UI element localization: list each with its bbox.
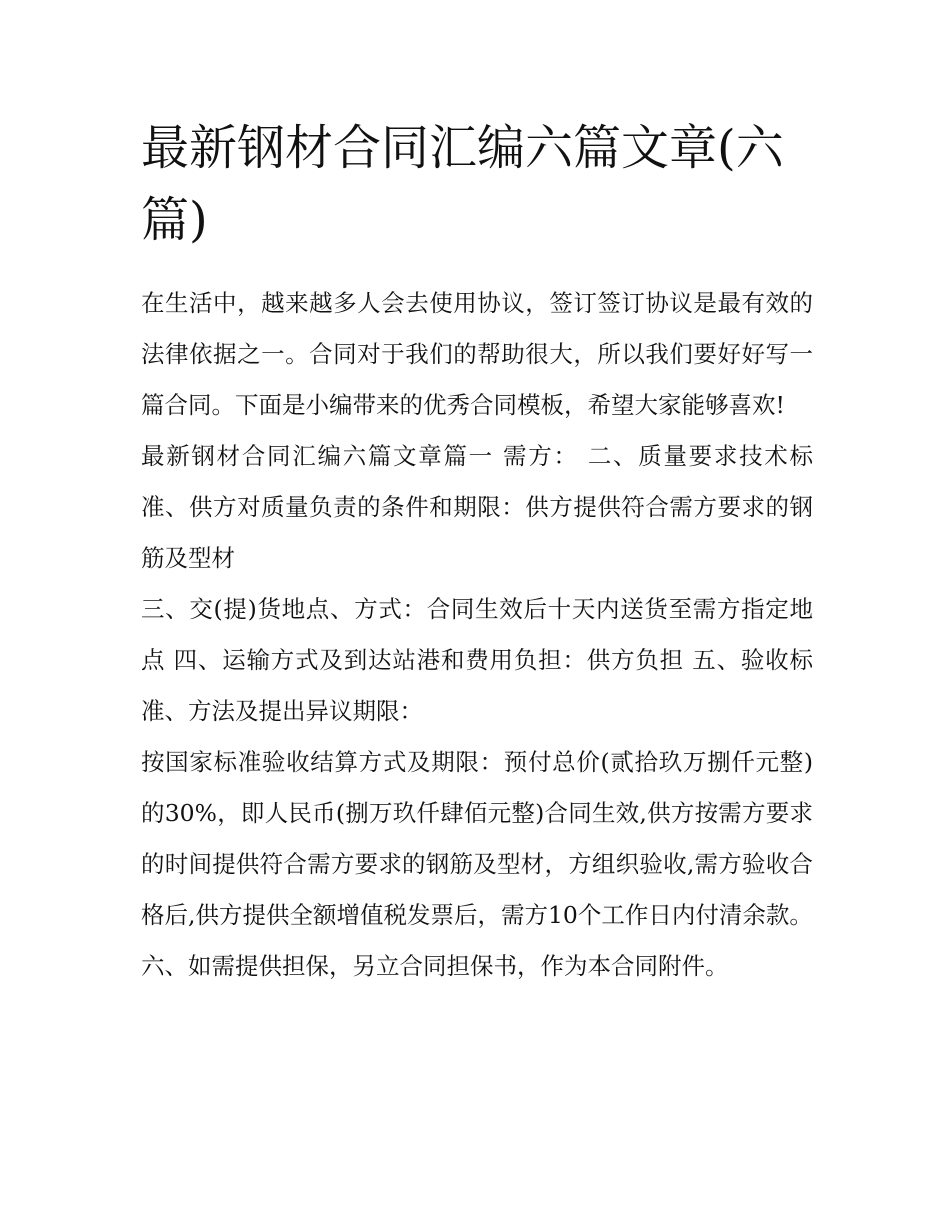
- paragraph-guarantee: 六、如需提供担保，另立合同担保书，作为本合同附件。: [141, 952, 729, 980]
- document-body: [141, 112, 813, 992]
- paragraph-article-one: 最新钢材合同汇编六篇文章篇一 需方： 二、质量要求技术标准、供方对质量负责的条件和期限：供方提供符合需方要求的钢筋及型材: [141, 442, 813, 572]
- document-title: 最新钢材合同汇编六篇文章(六篇): [141, 120, 784, 248]
- paragraph-payment: 按国家标准验收结算方式及期限：预付总价(贰拾玖万捌仟元整)的30%，即人民币(捌万玖仟肆佰元整)合同生效,供方按需方要求的时间提供符合需方要求的钢筋及型材，方组织验收,需方验收合格后,供方提供全额增值税发票后，需方10个工作日内付清余款。: [141, 748, 813, 929]
- paragraph-intro: 在生活中，越来越多人会去使用协议，签订签订协议是最有效的法律依据之一。合同对于我们的帮助很大，所以我们要好好写一篇合同。下面是小编带来的优秀合同模板，希望大家能够喜欢!: [141, 289, 813, 419]
- paragraph-delivery: 三、交(提)货地点、方式：合同生效后十天内送货至需方指定地点 四、运输方式及到达站港和费用负担：供方负担 五、验收标准、方法及提出异议期限：: [141, 595, 813, 725]
